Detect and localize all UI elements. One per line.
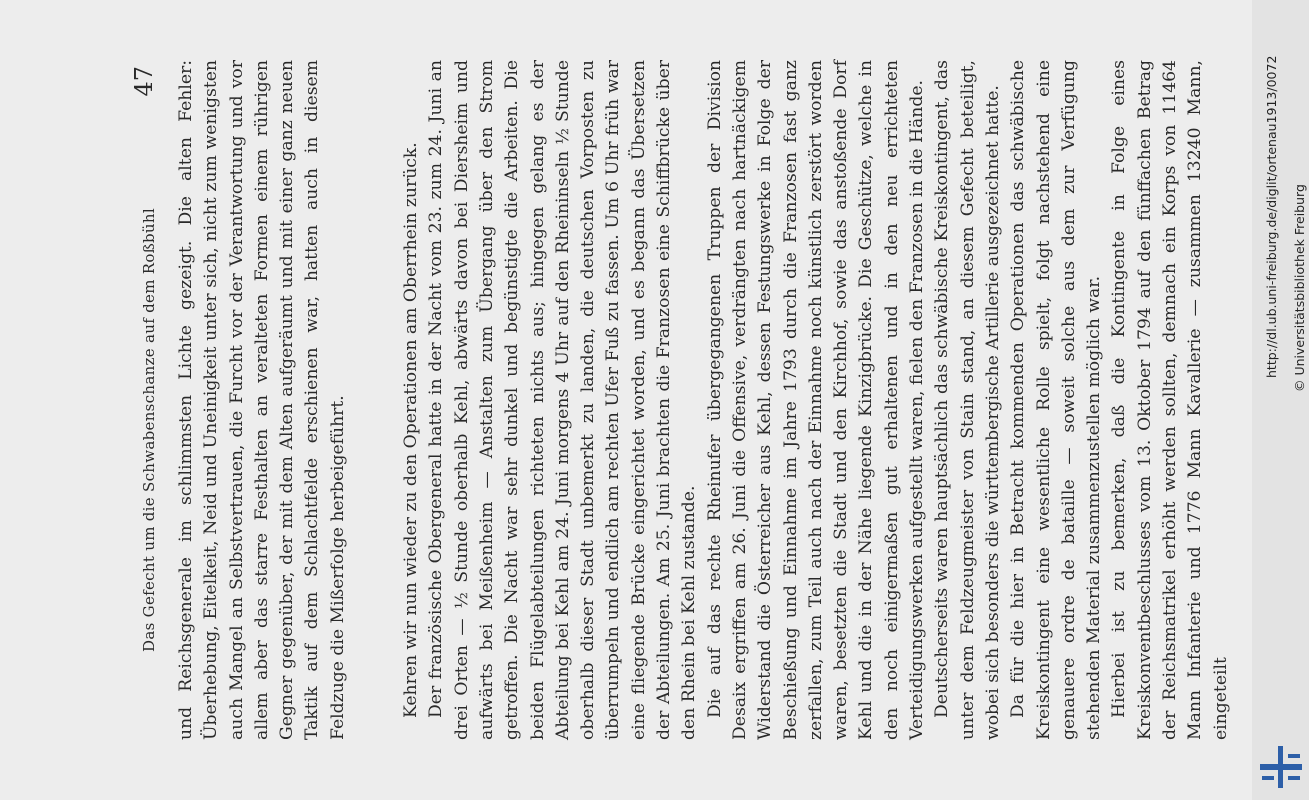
page-number: 47	[130, 66, 158, 97]
side-bar	[1252, 0, 1309, 800]
page-body	[174, 60, 1234, 740]
copyright-notice: © Universitätsbibliothek Freiburg	[1292, 184, 1307, 392]
paragraph-5: Da für die hier in Betracht kommenden Operationen das schwäbische Kreiskontingent eine wesentliche Rolle spielt, folgt nachstehend eine genauere ordre de bataille — soweit solche aus dem zur Verfügung stehenden Material zusammenzustellen möglich war.	[1008, 60, 1105, 740]
paragraph-6: Hierbei ist zu bemerken, daß die Kontingente in Folge eines Kreiskonventbeschlusses vom 13. Oktober 1794 auf den fünffachen Betrag der Reichsmatrikel erhöht werden sollten, demnach ein Korps von 11464 Mann Infanterie und 1776 Mann Kavallerie — zusammen 13240 Mann, eingeteilt	[1109, 60, 1231, 740]
permalink-url[interactable]: http://dl.ub.uni-freiburg.de/diglit/ortenau1913/0072	[1264, 55, 1279, 378]
running-head: Das Gefecht um die Schwabenschanze auf dem Roßbühl	[140, 208, 158, 652]
logo-bar-top	[1288, 754, 1300, 758]
ub-freiburg-logo-icon	[1258, 744, 1304, 790]
paragraph-gap	[351, 60, 399, 740]
logo-bar-bottom	[1288, 776, 1300, 780]
page-header	[126, 60, 166, 740]
paragraph-0: und Reichsgenerale im schlimmsten Lichte gezeigt. Die alten Fehler: Überhebung, Eitelkeit, Neid und Uneinigkeit unter sich, nicht zum wenigsten auch Mangel an Selbstvertrauen, die Furcht vor der Verantwortung und vor allem aber das starre Festhalten an veralteten Formen einem rührigen Gegner gegenüber, der mit dem Alten aufgeräumt und mit einer ganz neuen Taktik auf dem Schlachtfelde erschienen war, hatten auch in diesem Feldzuge die Mißerfolge herbeigeführt.	[176, 60, 348, 740]
logo-bar-left	[1262, 776, 1274, 780]
logo-bar-horizontal	[1260, 764, 1302, 770]
paragraph-2: Der französische Obergeneral hatte in der Nacht vom 23. zum 24. Juni an drei Orten — ½ Stunde oberhalb Kehl, abwärts davon bei Diersheim und aufwärts bei Meißenheim — Anstalten zum Übergang über den Strom getroffen. Die Nacht war sehr dunkel und begünstigte die Arbeiten. Die beiden Flügelabteilungen richteten nichts aus; hingegen gelang es der Abteilung bei Kehl am 24. Juni morgens 4 Uhr auf den Rheininseln ½ Stunde oberhalb dieser Stadt unbemerkt zu landen, die deutschen Vorposten zu überrumpeln und endlich am rechten Ufer Fuß zu fassen. Um 6 Uhr früh war eine fliegende Brücke eingerichtet worden, und es begann das Übersetzen der Abteilungen. Am 25. Juni brachten die Franzosen eine Schiffbrücke über den Rhein bei Kehl zustande.	[426, 60, 700, 740]
paragraph-3: Die auf das rechte Rheinufer übergegangenen Truppen der Division Desaix ergriffen am 26. Juni die Offensive, verdrängten nach hartnäckigem Widerstand die Österreicher aus Kehl, dessen Festungswerke in Folge der Beschießung und Einnahme im Jahre 1793 durch die Franzosen fast ganz zerfallen, zum Teil auch nach der Einnahme noch künstlich zerstört worden waren, besetzten die Stadt und den Kirchhof, sowie das anstoßende Dorf Kehl und die in der Nähe liegende Kinzigbrücke. Die Geschütze, welche in den noch einigermaßen gut erhaltenen und in den neu errichteten Verteidigungswerken aufgestellt waren, fielen den Franzosen in die Hände.	[704, 60, 928, 740]
rotated-page	[126, 60, 1231, 740]
paragraph-4: Deutscherseits waren hauptsächlich das schwäbische Kreiskontingent, das unter dem Feldzeugmeister von Stain stand, an diesem Gefecht beteiligt, wobei sich besonders die württembergische Artillerie ausgezeichnet hatte.	[932, 60, 1003, 740]
paragraph-1: Kehren wir nun wieder zu den Operationen am Oberrhein zurück.	[401, 142, 422, 718]
